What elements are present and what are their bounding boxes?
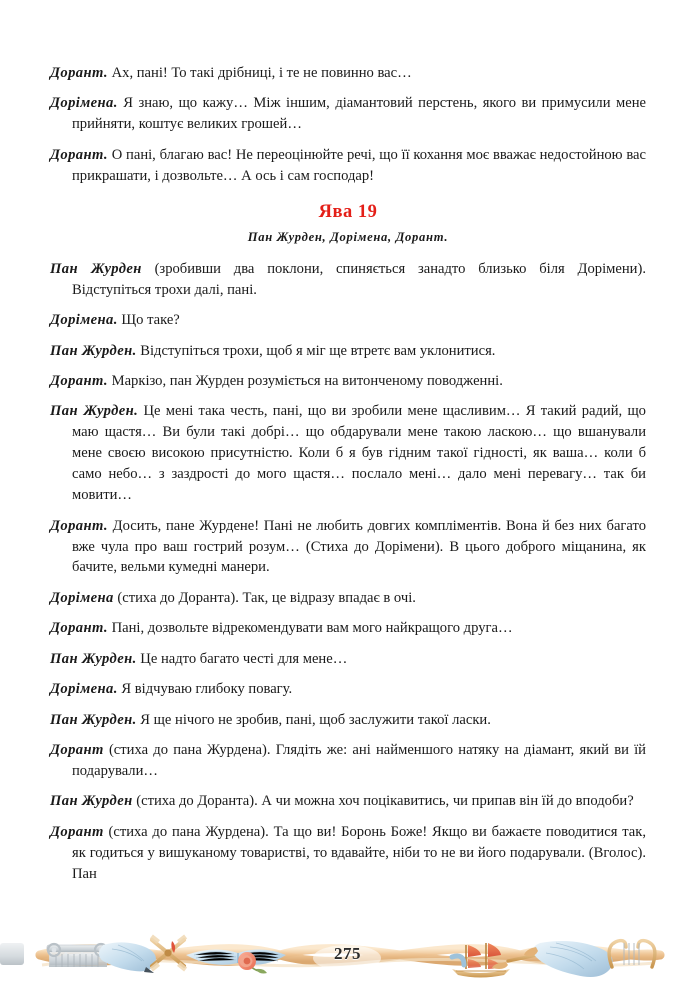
speech-text: Я знаю, що кажу… Між іншим, діамантовий перстень, якого ви примусили мене прийняти, коштує великих грошей…	[72, 95, 646, 133]
speech-text: (стиха до Доранта). Так, це відразу впадає в очі.	[113, 589, 416, 606]
speech-text: О пані, благаю вас! Не переоцінюйте речі, що її кохання моє вважає недостойною вас прикрашати, і дозвольте… А ось і сам господар!	[72, 146, 646, 184]
speech-text: Це мені така честь, пані, що ви зробили мене щасливим… Я такий радий, що маю щастя… Ви були такі добрі… що обдарували мене такою ласкою… що вшанували мене своєю високою присутністю. Коли б я був гідним такої гідності, як ваша… коли б само небо… з заздрості до мого щастя… послало мені… дало мені перевагу… так би мовити…	[72, 403, 646, 504]
text-column	[50, 63, 646, 885]
speech-paragraph	[50, 679, 646, 700]
speech-paragraph	[50, 710, 646, 731]
speaker-name: Дорімена.	[50, 312, 118, 329]
speech-paragraph	[50, 791, 646, 812]
speech-text: Відступіться трохи, щоб я міг ще втретє вам уклонитися.	[136, 342, 496, 359]
speech-paragraph	[50, 63, 646, 84]
speech-text: Ах, пані! То такі дрібниці, і те не повинно вас…	[107, 65, 412, 81]
speech-paragraph	[50, 588, 646, 609]
speaker-name: Пан Журден.	[50, 711, 137, 728]
speaker-name: Дорімена.	[50, 95, 118, 112]
speaker-name: Дорант	[50, 742, 104, 759]
speaker-name: Дорант.	[50, 146, 108, 163]
speech-paragraph	[50, 740, 646, 782]
speaker-name: Пан Журден	[50, 260, 142, 277]
speaker-name: Пан Журден.	[50, 342, 137, 359]
speaker-name: Дорімена.	[50, 681, 118, 698]
speech-paragraph	[50, 618, 646, 639]
speech-text: (стиха до пана Журдена). Глядіть же: ані найменшого натяку на діамант, який ви їй подарували…	[72, 742, 646, 779]
speaker-name: Пан Журден.	[50, 403, 139, 420]
scene-heading: Ява 19	[318, 201, 378, 222]
speaker-name: Дорант.	[50, 517, 108, 534]
speaker-name: Пан Журден.	[50, 650, 137, 667]
speech-text: Що таке?	[117, 312, 180, 329]
scene-cast-list: Пан Журден, Дорімена, Дорант.	[247, 229, 449, 244]
speech-text: Досить, пане Журдене! Пані не любить довгих компліментів. Вона й без них багато вже чула про ваш гострий розум… (Стиха до Дорімени). В цього доброго міщанина, як бачите, вельми кумедні манери.	[72, 517, 646, 576]
speech-text: Я відчуваю глибоку повагу.	[117, 681, 293, 698]
speech-text: (стиха до пана Журдена). Та що ви! Боронь Боже! Якщо ви бажаєте поводитися так, як годиться у вишуканому товаристві, то вдавайте, ніби то не ви його подарували. (Вголос). Пан	[72, 823, 646, 882]
speaker-name: Дорант	[50, 823, 104, 840]
speech-paragraph	[50, 145, 646, 187]
speech-paragraph	[50, 93, 646, 135]
speaker-name: Дорант.	[50, 620, 108, 637]
speech-paragraph	[50, 341, 646, 362]
speaker-name: Дорант.	[50, 65, 108, 81]
speaker-name: Пан Журден	[50, 793, 133, 810]
page-number: 275	[334, 944, 361, 963]
speech-text: Це надто багато честі для мене…	[136, 650, 348, 667]
speech-paragraph	[50, 516, 646, 579]
speech-text: Я ще нічого не зробив, пані, щоб заслужити такої ласки.	[136, 711, 491, 728]
speech-paragraph	[50, 401, 646, 506]
speech-text: Маркізо, пан Журден розуміється на витонченому поводженні.	[107, 372, 503, 389]
speech-text: (стиха до Доранта). А чи можна хоч поцікавитись, чи припав він їй до вподоби?	[132, 793, 634, 810]
speech-text: Пані, дозвольте відрекомендувати вам мого найкращого друга…	[107, 620, 513, 637]
speech-paragraph	[50, 310, 646, 331]
speech-paragraph	[50, 371, 646, 392]
speech-paragraph	[50, 259, 646, 301]
speaker-name: Дорант.	[50, 372, 108, 389]
speech-paragraph	[50, 649, 646, 670]
speech-text: (зробивши два поклони, спиняється занадто близько біля Дорімени). Відступіться трохи далі, пані.	[72, 260, 646, 298]
speech-paragraph	[50, 822, 646, 885]
speaker-name: Дорімена	[50, 589, 114, 606]
